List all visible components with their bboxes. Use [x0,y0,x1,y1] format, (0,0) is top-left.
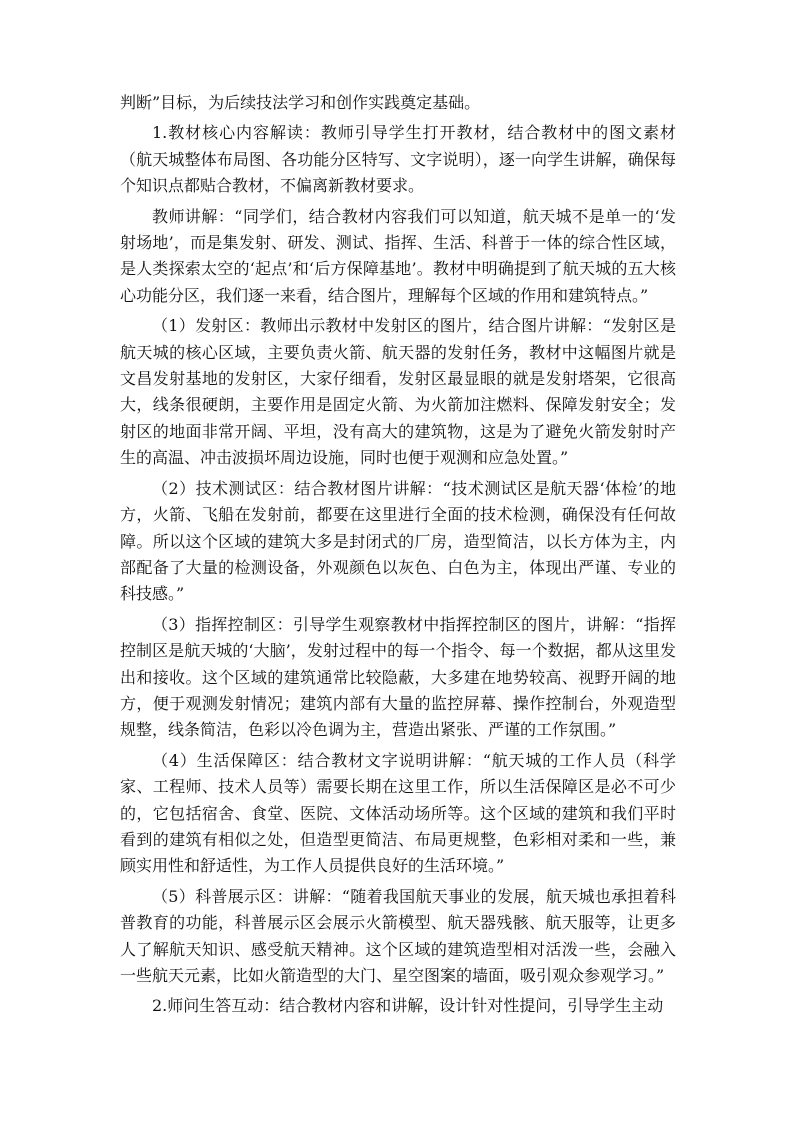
paragraph-continuation: 判断”目标，为后续技法学习和创作实践奠定基础。 [120,93,481,112]
paragraph-command-control-area: （3）指挥控制区：引导学生观察教材中指挥控制区的图片，讲解：“指挥控制区是航天城的‘大脑’，发射过程中的每一个指令、每一个数据，都从这里发出和接收。这个区域的建筑通常比较隐蔽，大多建在地势较高、视野开阔的地方，便于观测发射情况；建筑内部有大量的监控屏幕、操作控制台，外观造型规整，线条简洁，色彩以冷色调为主，营造出紧张、严谨的工作氛围。” [120,614,676,740]
paragraph-living-support-area: （4）生活保障区：结合教材文字说明讲解：“航天城的工作人员（科学家、工程师、技术人员等）需要长期在这里工作，所以生活保障区是必不可少的，它包括宿舍、食堂、医院、文体活动场所等。这个区域的建筑和我们平时看到的建筑有相似之处，但造型更简洁、布局更规整，色彩相对柔和一些，兼顾实用性和舒适性，为工作人员提供良好的生活环境。” [120,750,676,876]
document-page [120,90,676,1024]
paragraph-science-exhibition-area: （5）科普展示区：讲解：“随着我国航天事业的发展，航天城也承担着科普教育的功能，科普展示区会展示火箭模型、航天器残骸、航天服等，让更多人了解航天知识、感受航天精神。这个区域的建筑造型相对活泼一些，会融入一些航天元素，比如火箭造型的大门、星空图案的墙面，吸引观众参观学习。” [120,886,676,985]
paragraph-textbook-reading: 1.教材核心内容解读：教师引导学生打开教材，结合教材中的图文素材（航天城整体布局图、各功能分区特写、文字说明），逐一向学生讲解，确保每个知识点都贴合教材，不偏离新教材要求。 [120,123,676,196]
paragraph-technical-test-area: （2）技术测试区：结合教材图片讲解：“技术测试区是航天器‘体检’的地方，火箭、飞船在发射前，都要在这里进行全面的技术检测，确保没有任何故障。所以这个区域的建筑大多是封闭式的厂房，造型简洁，以长方体为主，内部配备了大量的检测设备，外观颜色以灰色、白色为主，体现出严谨、专业的科技感。” [120,478,676,604]
paragraph-launch-area: （1）发射区：教师出示教材中发射区的图片，结合图片讲解：“发射区是航天城的核心区域，主要负责火箭、航天器的发射任务，教材中这幅图片就是文昌发射基地的发射区，大家仔细看，发射区最显眼的就是发射塔架，它很高大，线条很硬朗，主要作用是固定火箭、为火箭加注燃料、保障发射安全；发射区的地面非常开阔、平坦，没有高大的建筑物，这是为了避免火箭发射时产生的高温、冲击波损坏周边设施，同时也便于观测和应急处置。” [120,316,676,468]
paragraph-qa-interaction: 2.师问生答互动：结合教材内容和讲解，设计针对性提问，引导学生主动 [152,996,664,1016]
paragraph-teacher-explanation: 教师讲解：“同学们，结合教材内容我们可以知道，航天城不是单一的‘发射场地’，而是集发射、研发、测试、指挥、生活、科普于一体的综合性区域，是人类探索太空的‘起点’和‘后方保障基地’。教材中明确提到了航天城的五大核心功能分区，我们逐一来看，结合图片，理解每个区域的作用和建筑特点。” [120,206,676,305]
